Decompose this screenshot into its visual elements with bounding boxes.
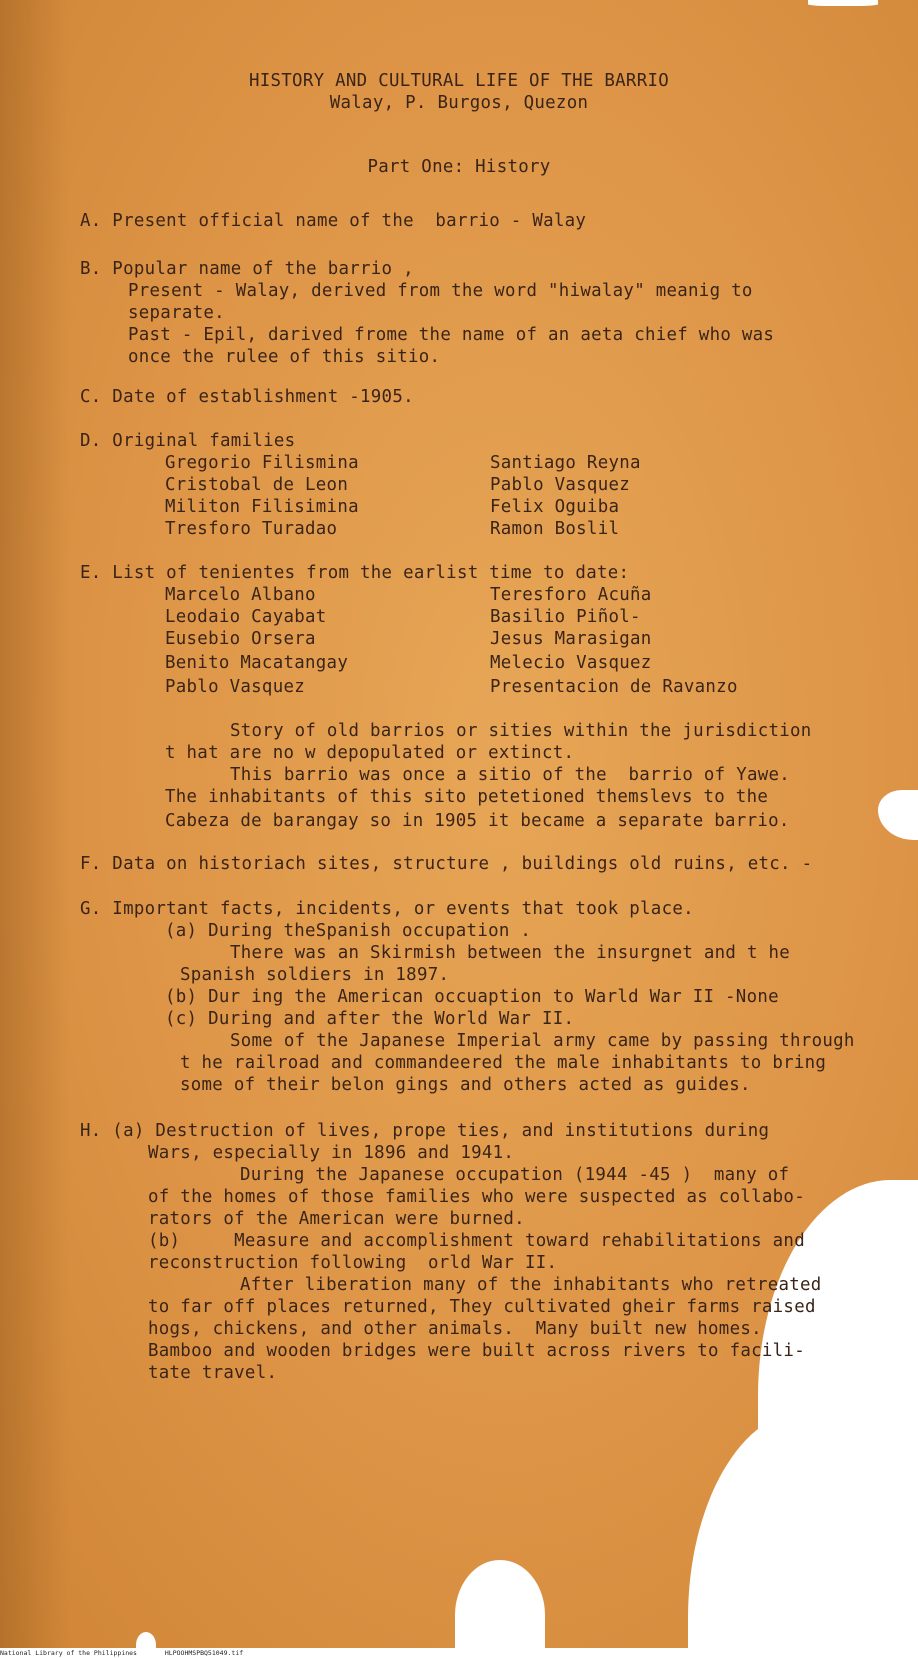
story-text: This barrio was once a sitio of the barrio of Yawe. <box>230 765 791 785</box>
family-name: Militon Filisimina <box>165 497 359 517</box>
section-h-text: rators of the American were burned. <box>148 1209 525 1229</box>
section-b-text: Present - Walay, derived from the word "hiwalay" meanig to <box>128 281 753 301</box>
section-g-subitem: (b) Dur ing the American occuaption to Warld War II -None <box>165 987 779 1007</box>
teniente-name: Leodaio Cayabat <box>165 607 327 627</box>
section-b-text: separate. <box>128 303 225 323</box>
section-e-heading: E. List of tenientes from the earlist time to date: <box>80 563 630 583</box>
story-text: Story of old barrios or sities within the jurisdiction <box>230 721 812 741</box>
section-h-text: reconstruction following orld War II. <box>148 1253 558 1273</box>
story-text: t hat are no w depopulated or extinct. <box>165 743 575 763</box>
section-g-heading: G. Important facts, incidents, or events that took place. <box>80 899 694 919</box>
teniente-name: Presentacion de Ravanzo <box>490 677 738 697</box>
family-name: Santiago Reyna <box>490 453 641 473</box>
section-h-text: tate travel. <box>148 1363 278 1383</box>
story-text: The inhabitants of this sito petetioned themslevs to the <box>165 787 769 807</box>
section-h-text: Bamboo and wooden bridges were built across rivers to facili- <box>148 1341 805 1361</box>
section-a: A. Present official name of the barrio - Walay <box>80 211 587 231</box>
section-g-text: t he railroad and commandeered the male inhabitants to bring <box>180 1053 827 1073</box>
family-name: Gregorio Filismina <box>165 453 359 473</box>
section-g-text: Spanish soldiers in 1897. <box>180 965 450 985</box>
family-name: Pablo Vasquez <box>490 475 631 495</box>
document-location: Walay, P. Burgos, Quezon <box>329 93 589 113</box>
family-name: Felix Oguiba <box>490 497 620 517</box>
story-text: Cabeza de barangay so in 1905 it became a separate barrio. <box>165 811 790 831</box>
section-g-subitem: (a) During theSpanish occupation . <box>165 921 532 941</box>
section-h-text: During the Japanese occupation (1944 -45 ) many of <box>240 1165 790 1185</box>
section-h-text: hogs, chickens, and other animals. Many built new homes. <box>148 1319 762 1339</box>
section-h-text: Wars, especially in 1896 and 1941. <box>148 1143 515 1163</box>
section-h-text: to far off places returned, They cultivated gheir farms raised <box>148 1297 816 1317</box>
teniente-name: Jesus Marasigan <box>490 629 652 649</box>
family-name: Ramon Boslil <box>490 519 620 539</box>
section-h-text: After liberation many of the inhabitants who retreated <box>240 1275 822 1295</box>
section-f: F. Data on historiach sites, structure , buildings old ruins, etc. - <box>80 854 813 874</box>
family-name: Cristobal de Leon <box>165 475 349 495</box>
library-credit: National Library of the Philippines <box>0 1649 137 1657</box>
teniente-name: Pablo Vasquez <box>165 677 306 697</box>
teniente-name: Marcelo Albano <box>165 585 316 605</box>
section-g-text: some of their belon gings and others acted as guides. <box>180 1075 751 1095</box>
teniente-name: Teresforo Acuña <box>490 585 652 605</box>
section-g-subitem: (c) During and after the World War II. <box>165 1009 575 1029</box>
section-g-text: There was an Skirmish between the insurgnet and t he <box>230 943 791 963</box>
section-h-text: (b) Measure and accomplishment toward rehabilitations and <box>148 1231 805 1251</box>
section-c: C. Date of establishment -1905. <box>80 387 414 407</box>
teniente-name: Melecio Vasquez <box>490 653 652 673</box>
section-b-text: Past - Epil, darived frome the name of an aeta chief who was <box>128 325 775 345</box>
teniente-name: Basilio Piñol- <box>490 607 641 627</box>
document-title: HISTORY AND CULTURAL LIFE OF THE BARRIO <box>248 71 670 91</box>
section-b-text: once the rulee of this sitio. <box>128 347 441 367</box>
family-name: Tresforo Turadao <box>165 519 338 539</box>
section-h-text: H. (a) Destruction of lives, prope ties, and institutions during <box>80 1121 770 1141</box>
teniente-name: Benito Macatangay <box>165 653 349 673</box>
scan-footer <box>0 1648 918 1658</box>
section-g-text: Some of the Japanese Imperial army came by passing through <box>230 1031 855 1051</box>
teniente-name: Eusebio Orsera <box>165 629 316 649</box>
section-b-heading: B. Popular name of the barrio , <box>80 259 414 279</box>
file-id: HLPOOHMSPBQ51049.tif <box>164 1649 244 1657</box>
section-h-text: of the homes of those families who were suspected as collabo- <box>148 1187 805 1207</box>
section-d-heading: D. Original families <box>80 431 296 451</box>
part-heading: Part One: History <box>367 157 551 177</box>
